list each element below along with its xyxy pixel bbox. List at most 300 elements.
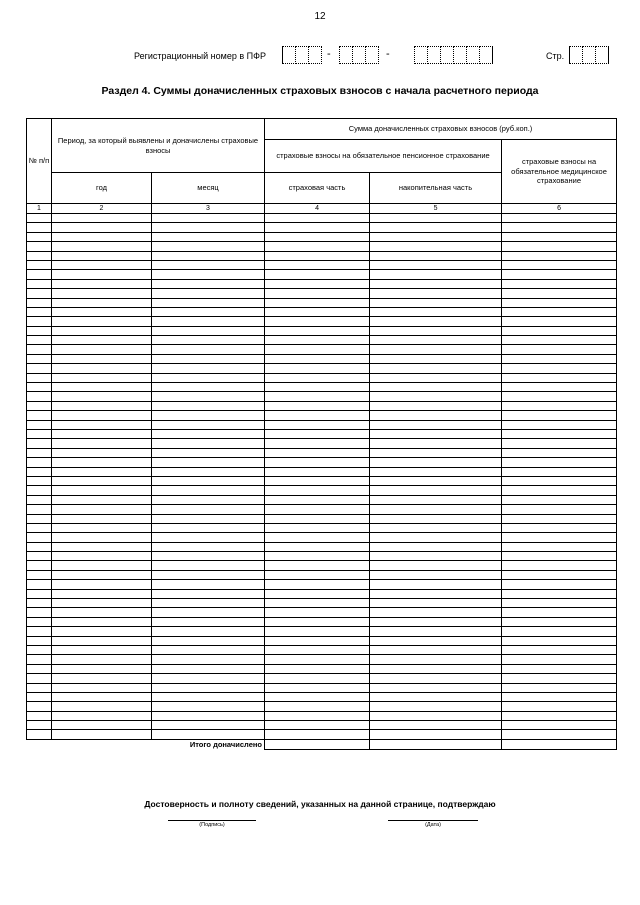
table-cell[interactable] [152,542,265,551]
table-cell[interactable] [52,608,152,617]
table-cell[interactable] [27,561,52,570]
table-cell[interactable] [502,476,617,485]
table-cell[interactable] [502,683,617,692]
table-cell[interactable] [265,270,370,279]
table-cell[interactable] [27,354,52,363]
table-cell[interactable] [370,373,502,382]
table-cell[interactable] [265,570,370,579]
table-cell[interactable] [27,260,52,269]
table-cell[interactable] [27,495,52,504]
table-cell[interactable] [370,570,502,579]
table-cell[interactable] [152,439,265,448]
table-cell[interactable] [265,636,370,645]
table-cell[interactable] [152,420,265,429]
table-cell[interactable] [152,364,265,373]
table-cell[interactable] [502,645,617,654]
table-cell[interactable] [52,476,152,485]
table-cell[interactable] [27,486,52,495]
table-cell[interactable] [265,692,370,701]
table-cell[interactable] [27,232,52,241]
table-cell[interactable] [502,298,617,307]
table-cell[interactable] [152,514,265,523]
table-cell[interactable] [502,373,617,382]
table-cell[interactable] [152,645,265,654]
table-cell[interactable] [52,326,152,335]
table-cell[interactable] [370,326,502,335]
table-cell[interactable] [52,552,152,561]
table-cell[interactable] [152,561,265,570]
table-cell[interactable] [27,580,52,589]
table-cell[interactable] [370,645,502,654]
table-cell[interactable] [152,260,265,269]
table-cell[interactable] [52,214,152,223]
table-cell[interactable] [52,580,152,589]
table-cell[interactable] [502,636,617,645]
table-cell[interactable] [265,279,370,288]
table-cell[interactable] [52,636,152,645]
table-cell[interactable] [27,692,52,701]
table-cell[interactable] [152,664,265,673]
table-cell[interactable] [27,242,52,251]
reg-cell[interactable] [365,46,379,64]
table-cell[interactable] [27,570,52,579]
table-cell[interactable] [370,279,502,288]
table-cell[interactable] [27,542,52,551]
table-cell[interactable] [152,448,265,457]
table-cell[interactable] [265,383,370,392]
table-cell[interactable] [27,702,52,711]
table-cell[interactable] [152,458,265,467]
table-cell[interactable] [370,476,502,485]
table-cell[interactable] [152,317,265,326]
table-cell[interactable] [265,533,370,542]
table-cell[interactable] [370,636,502,645]
table-cell[interactable] [265,289,370,298]
table-cell[interactable] [27,674,52,683]
table-cell[interactable] [502,589,617,598]
table-cell[interactable] [27,458,52,467]
table-cell[interactable] [27,383,52,392]
table-cell[interactable] [265,495,370,504]
table-cell[interactable] [152,289,265,298]
table-cell[interactable] [27,589,52,598]
table-cell[interactable] [52,242,152,251]
table-cell[interactable] [265,683,370,692]
table-cell[interactable] [502,401,617,410]
table-cell[interactable] [265,523,370,532]
table-cell[interactable] [502,599,617,608]
table-cell[interactable] [27,439,52,448]
table-cell[interactable] [52,298,152,307]
table-cell[interactable] [52,627,152,636]
reg-number-field-group-1[interactable] [282,46,321,64]
table-cell[interactable] [152,702,265,711]
reg-cell[interactable] [453,46,467,64]
table-cell[interactable] [152,674,265,683]
table-cell[interactable] [265,345,370,354]
table-cell[interactable] [370,486,502,495]
table-cell[interactable] [502,655,617,664]
table-cell[interactable] [27,533,52,542]
table-cell[interactable] [370,495,502,504]
table-cell[interactable] [52,307,152,316]
table-cell[interactable] [52,439,152,448]
table-cell[interactable] [27,636,52,645]
table-cell[interactable] [152,636,265,645]
table-cell[interactable] [152,392,265,401]
table-cell[interactable] [265,561,370,570]
reg-cell[interactable] [282,46,296,64]
table-cell[interactable] [27,683,52,692]
table-cell[interactable] [502,232,617,241]
table-cell[interactable] [265,589,370,598]
table-cell[interactable] [502,289,617,298]
total-cell[interactable] [265,739,370,749]
table-cell[interactable] [370,270,502,279]
reg-number-field-group-2[interactable] [339,46,378,64]
table-cell[interactable] [27,627,52,636]
table-cell[interactable] [265,627,370,636]
table-cell[interactable] [27,608,52,617]
table-cell[interactable] [502,721,617,730]
table-cell[interactable] [265,674,370,683]
table-cell[interactable] [52,486,152,495]
table-cell[interactable] [370,232,502,241]
table-cell[interactable] [52,599,152,608]
table-cell[interactable] [52,260,152,269]
table-cell[interactable] [152,617,265,626]
table-cell[interactable] [502,664,617,673]
table-cell[interactable] [52,617,152,626]
table-cell[interactable] [52,411,152,420]
table-cell[interactable] [52,317,152,326]
table-cell[interactable] [502,242,617,251]
table-cell[interactable] [27,476,52,485]
table-cell[interactable] [370,336,502,345]
table-cell[interactable] [52,223,152,232]
table-cell[interactable] [27,467,52,476]
table-cell[interactable] [265,711,370,720]
table-cell[interactable] [265,242,370,251]
table-cell[interactable] [152,692,265,701]
table-cell[interactable] [27,392,52,401]
table-cell[interactable] [370,627,502,636]
table-cell[interactable] [52,664,152,673]
table-cell[interactable] [27,664,52,673]
table-cell[interactable] [265,420,370,429]
table-cell[interactable] [152,411,265,420]
table-cell[interactable] [27,523,52,532]
table-cell[interactable] [370,364,502,373]
reg-cell[interactable] [308,46,322,64]
table-cell[interactable] [265,702,370,711]
page-cell[interactable] [582,46,596,64]
table-cell[interactable] [152,580,265,589]
table-cell[interactable] [265,260,370,269]
table-cell[interactable] [370,505,502,514]
table-cell[interactable] [370,223,502,232]
table-cell[interactable] [152,307,265,316]
reg-cell[interactable] [295,46,309,64]
table-cell[interactable] [52,514,152,523]
table-cell[interactable] [370,683,502,692]
table-cell[interactable] [370,702,502,711]
table-cell[interactable] [265,552,370,561]
table-cell[interactable] [152,326,265,335]
table-cell[interactable] [152,599,265,608]
table-cell[interactable] [370,401,502,410]
table-cell[interactable] [265,232,370,241]
table-cell[interactable] [370,458,502,467]
table-cell[interactable] [265,486,370,495]
table-cell[interactable] [265,326,370,335]
table-cell[interactable] [27,270,52,279]
table-cell[interactable] [370,655,502,664]
table-cell[interactable] [265,645,370,654]
table-cell[interactable] [370,260,502,269]
table-cell[interactable] [265,542,370,551]
table-cell[interactable] [52,373,152,382]
page-cell[interactable] [595,46,609,64]
reg-cell[interactable] [466,46,480,64]
table-cell[interactable] [265,392,370,401]
table-cell[interactable] [370,354,502,363]
table-cell[interactable] [27,317,52,326]
table-cell[interactable] [152,721,265,730]
reg-cell[interactable] [339,46,353,64]
total-cell[interactable] [370,739,502,749]
table-cell[interactable] [27,336,52,345]
table-cell[interactable] [152,730,265,739]
table-cell[interactable] [502,561,617,570]
table-cell[interactable] [265,336,370,345]
table-cell[interactable] [265,439,370,448]
table-cell[interactable] [52,655,152,664]
table-cell[interactable] [27,721,52,730]
table-cell[interactable] [152,279,265,288]
table-cell[interactable] [370,721,502,730]
table-cell[interactable] [370,533,502,542]
table-cell[interactable] [27,645,52,654]
table-cell[interactable] [265,354,370,363]
reg-cell[interactable] [414,46,428,64]
table-cell[interactable] [502,458,617,467]
table-cell[interactable] [265,721,370,730]
table-cell[interactable] [52,232,152,241]
table-cell[interactable] [52,429,152,438]
table-cell[interactable] [52,589,152,598]
table-cell[interactable] [152,383,265,392]
table-cell[interactable] [27,373,52,382]
table-cell[interactable] [52,336,152,345]
table-cell[interactable] [27,429,52,438]
table-cell[interactable] [370,251,502,260]
table-cell[interactable] [265,580,370,589]
table-cell[interactable] [152,495,265,504]
table-cell[interactable] [502,439,617,448]
table-cell[interactable] [52,711,152,720]
table-cell[interactable] [502,730,617,739]
reg-number-field-group-3[interactable] [414,46,492,64]
table-cell[interactable] [152,401,265,410]
table-cell[interactable] [265,514,370,523]
table-cell[interactable] [52,645,152,654]
signature-line[interactable] [168,820,256,821]
table-cell[interactable] [370,711,502,720]
table-cell[interactable] [27,599,52,608]
table-cell[interactable] [52,448,152,457]
table-cell[interactable] [502,383,617,392]
table-cell[interactable] [152,270,265,279]
table-cell[interactable] [52,345,152,354]
table-cell[interactable] [370,392,502,401]
page-cell[interactable] [569,46,583,64]
table-cell[interactable] [370,608,502,617]
table-cell[interactable] [152,373,265,382]
table-cell[interactable] [502,514,617,523]
table-cell[interactable] [265,214,370,223]
table-cell[interactable] [152,354,265,363]
table-cell[interactable] [52,721,152,730]
date-line[interactable] [388,820,478,821]
table-cell[interactable] [52,401,152,410]
table-cell[interactable] [152,486,265,495]
table-cell[interactable] [265,599,370,608]
table-cell[interactable] [265,608,370,617]
table-cell[interactable] [370,429,502,438]
table-cell[interactable] [502,214,617,223]
table-cell[interactable] [27,514,52,523]
table-cell[interactable] [152,552,265,561]
table-cell[interactable] [370,298,502,307]
table-cell[interactable] [52,533,152,542]
table-cell[interactable] [152,345,265,354]
table-cell[interactable] [370,317,502,326]
table-cell[interactable] [52,354,152,363]
table-cell[interactable] [370,730,502,739]
table-cell[interactable] [370,448,502,457]
table-cell[interactable] [27,223,52,232]
table-cell[interactable] [152,223,265,232]
table-cell[interactable] [265,429,370,438]
table-cell[interactable] [502,251,617,260]
table-cell[interactable] [27,411,52,420]
table-cell[interactable] [502,411,617,420]
table-cell[interactable] [370,542,502,551]
table-cell[interactable] [152,476,265,485]
table-cell[interactable] [152,570,265,579]
table-cell[interactable] [27,730,52,739]
table-cell[interactable] [265,505,370,514]
table-cell[interactable] [152,467,265,476]
table-cell[interactable] [265,467,370,476]
table-cell[interactable] [52,495,152,504]
table-cell[interactable] [370,599,502,608]
table-cell[interactable] [152,242,265,251]
reg-cell[interactable] [479,46,493,64]
table-cell[interactable] [502,702,617,711]
table-cell[interactable] [27,401,52,410]
table-cell[interactable] [265,373,370,382]
table-cell[interactable] [502,570,617,579]
table-cell[interactable] [265,730,370,739]
table-cell[interactable] [52,505,152,514]
table-cell[interactable] [265,476,370,485]
table-cell[interactable] [52,692,152,701]
table-cell[interactable] [27,364,52,373]
table-cell[interactable] [370,664,502,673]
table-cell[interactable] [152,336,265,345]
table-cell[interactable] [502,711,617,720]
table-cell[interactable] [52,270,152,279]
total-cell[interactable] [502,739,617,749]
table-cell[interactable] [52,289,152,298]
table-cell[interactable] [265,664,370,673]
table-cell[interactable] [52,730,152,739]
table-cell[interactable] [502,542,617,551]
table-cell[interactable] [502,279,617,288]
table-cell[interactable] [265,223,370,232]
table-cell[interactable] [502,692,617,701]
table-cell[interactable] [27,448,52,457]
page-number-field[interactable] [569,46,608,64]
table-cell[interactable] [370,552,502,561]
table-cell[interactable] [502,674,617,683]
table-cell[interactable] [152,505,265,514]
table-cell[interactable] [27,552,52,561]
table-cell[interactable] [502,627,617,636]
table-cell[interactable] [265,298,370,307]
table-cell[interactable] [265,448,370,457]
table-cell[interactable] [370,307,502,316]
table-cell[interactable] [370,589,502,598]
table-cell[interactable] [265,317,370,326]
table-cell[interactable] [502,392,617,401]
table-cell[interactable] [52,458,152,467]
table-cell[interactable] [502,223,617,232]
table-cell[interactable] [52,392,152,401]
table-cell[interactable] [502,429,617,438]
table-cell[interactable] [52,279,152,288]
table-cell[interactable] [502,505,617,514]
reg-cell[interactable] [440,46,454,64]
table-cell[interactable] [370,674,502,683]
table-cell[interactable] [27,307,52,316]
table-cell[interactable] [52,383,152,392]
table-cell[interactable] [27,298,52,307]
table-cell[interactable] [265,411,370,420]
table-cell[interactable] [152,627,265,636]
table-cell[interactable] [502,317,617,326]
table-cell[interactable] [502,420,617,429]
table-cell[interactable] [52,467,152,476]
table-cell[interactable] [502,533,617,542]
table-cell[interactable] [52,561,152,570]
table-cell[interactable] [370,561,502,570]
table-cell[interactable] [502,260,617,269]
table-cell[interactable] [52,251,152,260]
table-cell[interactable] [27,420,52,429]
table-cell[interactable] [265,251,370,260]
table-cell[interactable] [27,326,52,335]
table-cell[interactable] [52,523,152,532]
table-cell[interactable] [152,523,265,532]
table-cell[interactable] [27,505,52,514]
table-cell[interactable] [502,486,617,495]
table-cell[interactable] [152,429,265,438]
table-cell[interactable] [265,655,370,664]
table-cell[interactable] [370,580,502,589]
